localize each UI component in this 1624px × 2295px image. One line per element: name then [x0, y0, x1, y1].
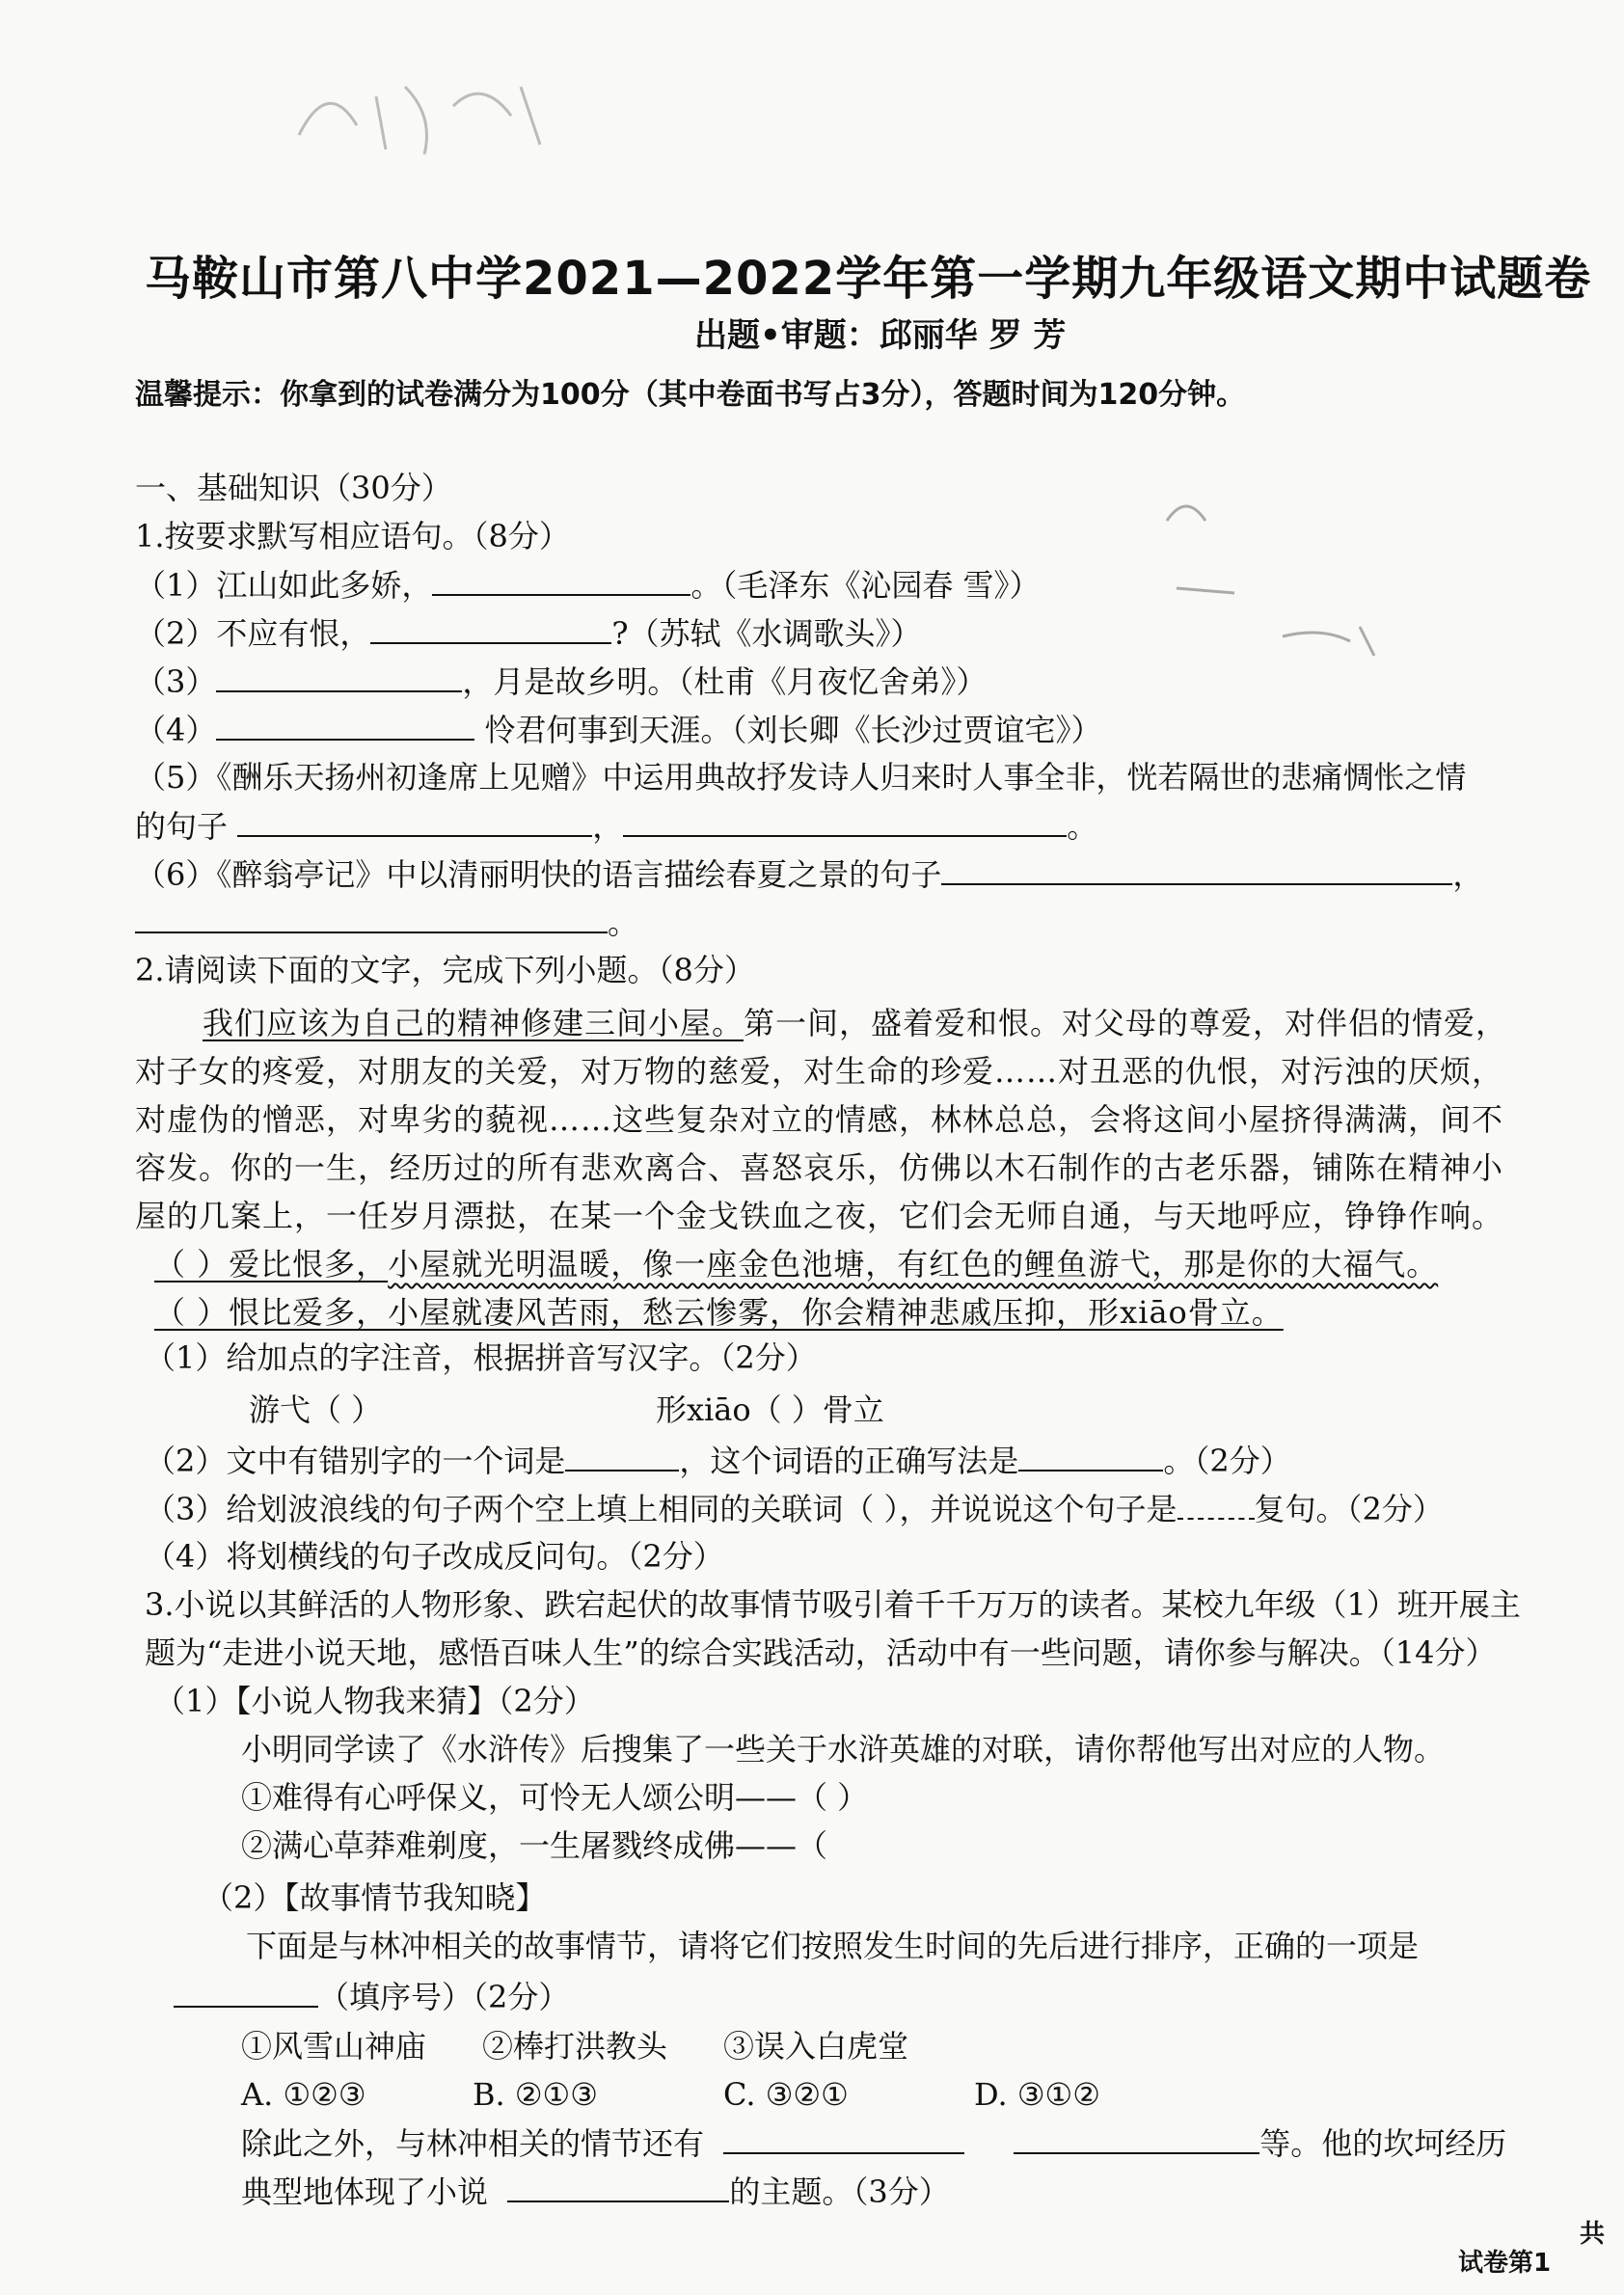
- q1-item-6-line1: [135, 854, 1483, 894]
- q1-item-3-suffix: ，月是故乡明。（杜甫《月夜忆舍弟》）: [462, 663, 988, 700]
- q3-extra-end: 的主题。（3分）: [729, 2174, 950, 2210]
- q1-item-1-suffix: 。（毛泽东《沁园春 雪》）: [690, 567, 1041, 604]
- q3-option-c[interactable]: C. ③②①: [723, 2076, 849, 2113]
- q1-item-6-blank-1[interactable]: [941, 854, 1452, 885]
- q3-extra-blank-2[interactable]: [1014, 2123, 1259, 2154]
- q1-stem: 1.按要求默写相应语句。（8分）: [135, 518, 570, 554]
- q3-event-3: ③误入白虎堂: [723, 2028, 909, 2065]
- q3-extra-theme-prefix: 典型地体现了小说: [241, 2174, 489, 2210]
- q1-item-2-blank[interactable]: [370, 613, 611, 644]
- q3-extra-line-2: [241, 2172, 950, 2211]
- q3-couplet-1[interactable]: ①难得有心呼保义，可怜无人颂公明——（ ）: [241, 1779, 869, 1816]
- q2-passage-line-6-start: （ ）爱比恨多，: [154, 1246, 389, 1282]
- page-number: 试卷第1: [1458, 2249, 1552, 2278]
- q1-item-6-prefix: （6）《醉翁亭记》中以清丽明快的语言描绘春夏之景的句子: [135, 856, 942, 893]
- q1-item-1-blank[interactable]: [432, 565, 690, 596]
- q2-sub-3-end: 复句。（2分）: [1254, 1491, 1444, 1527]
- q2-sub-1-a[interactable]: 游弋（ ）: [249, 1391, 383, 1428]
- q2-sub-1-b[interactable]: 形xiāo（ ）骨立: [656, 1391, 884, 1428]
- q1-item-2: [135, 613, 922, 653]
- q1-item-4-blank[interactable]: [216, 710, 474, 741]
- q2-sub-3: [145, 1489, 1444, 1528]
- q2-passage-line-7: [154, 1288, 1284, 1333]
- q1-item-3-blank[interactable]: [216, 662, 462, 692]
- q3-sub-1-intro: 小明同学读了《水浒传》后搜集了一些关于水浒英雄的对联，请你帮他写出对应的人物。: [241, 1731, 1446, 1768]
- q3-option-b[interactable]: B. ②①③: [473, 2076, 598, 2113]
- q2-passage-wavy-2: （ ）恨比爱多，小屋就凄风苦雨，愁云惨雾，你会精神悲戚压抑，形xiāo骨立。: [154, 1294, 1284, 1331]
- q1-item-1: [135, 565, 1041, 605]
- q3-extra-mid: 等。他的坎坷经历: [1259, 2125, 1507, 2162]
- q2-sub-2-blank-2[interactable]: [1018, 1441, 1163, 1472]
- q3-extra-prefix: 除此之外，与林冲相关的情节还有: [241, 2125, 705, 2162]
- margin-scribble-svg: [1157, 482, 1389, 675]
- q1-item-2-prefix: （2）不应有恨，: [135, 615, 371, 652]
- page-total-label: 共: [1580, 2220, 1606, 2249]
- q3-couplet-2[interactable]: ②满心草莽难剃度，一生屠戮终成佛——（: [241, 1827, 828, 1864]
- q1-item-5-prefix: 的句子: [135, 808, 229, 845]
- q1-item-5-line2: [135, 806, 1097, 846]
- exam-title: 马鞍山市第八中学2021—2022学年第一学期九年级语文期中试题卷: [145, 252, 1592, 306]
- q3-sub-2-fill-note: （填序号）（2分）: [318, 1979, 570, 2015]
- q1-item-3: [135, 662, 987, 701]
- q3-sub-1: （1）【小说人物我来猜】（2分）: [154, 1683, 595, 1719]
- q3-extra-blank-1[interactable]: [723, 2123, 964, 2154]
- q3-sub-2-fill: [174, 1977, 569, 2016]
- q1-item-6-comma: ，: [1452, 856, 1484, 893]
- q2-stem: 2.请阅读下面的文字，完成下列小题。（8分）: [135, 952, 755, 988]
- margin-scribble: [1157, 482, 1389, 675]
- q1-item-2-suffix: ?（苏轼《水调歌头》）: [611, 615, 922, 652]
- q1-item-5-end: 。: [1067, 808, 1098, 845]
- exam-byline: 出题•审题：邱丽华 罗 芳: [694, 316, 1067, 355]
- q2-sub-2-prefix: （2）文中有错别字的一个词是: [145, 1443, 566, 1479]
- q1-item-4-prefix: （4）: [135, 712, 217, 748]
- q2-sub-3-blank[interactable]: [1177, 1489, 1255, 1520]
- q3-sub-2-order-blank[interactable]: [174, 1977, 318, 2008]
- q3-event-1: ①风雪山神庙: [241, 2028, 427, 2065]
- q2-sub-2-blank-1[interactable]: [565, 1441, 679, 1472]
- q2-passage-wavy-1: 小屋就光明温暖，像一座金色池塘，有红色的鲤鱼游弋，那是你的大福气。: [388, 1246, 1439, 1282]
- q3-stem-1: 3.小说以其鲜活的人物形象、跌宕起伏的故事情节吸引着千千万万的读者。某校九年级（1）班开展主: [145, 1586, 1521, 1623]
- q2-passage-line-3: 对虚伪的憎恶，对卑劣的藐视……这些复杂对立的情感，林林总总，会将这间小屋挤得满满，间不: [135, 1101, 1504, 1138]
- q1-item-5-comma: ，: [592, 808, 624, 845]
- q2-sub-2: [145, 1441, 1291, 1480]
- q2-sub-4: （4）将划横线的句子改成反问句。（2分）: [145, 1538, 724, 1575]
- q2-sub-2-end: 。（2分）: [1163, 1443, 1291, 1479]
- q3-extra-line-1: [241, 2123, 1506, 2163]
- q2-passage-line-6: [154, 1240, 1438, 1284]
- q2-passage-line-1: [203, 999, 1507, 1043]
- q1-item-6-line2: [135, 903, 638, 942]
- section-heading: 一、基础知识（30分）: [135, 470, 452, 506]
- q2-passage-line-1-rest: 第一间，盛着爱和恨。对父母的尊爱，对伴侣的情爱，: [744, 1005, 1508, 1041]
- q2-sub-2-mid: ，这个词语的正确写法是: [679, 1443, 1019, 1479]
- q2-passage-line-5: 屋的几案上，一任岁月漂挞，在某一个金戈铁血之夜，它们会无师自通，与天地呼应，铮铮作响。: [135, 1198, 1504, 1234]
- q1-item-5-line1: （5）《酬乐天扬州初逢席上见赠》中运用典故抒发诗人归来时人事全非，恍若隔世的悲痛惆怅之情: [135, 759, 1467, 796]
- q2-sub-1: （1）给加点的字注音，根据拼音写汉字。（2分）: [145, 1339, 817, 1376]
- q1-item-6-end: 。: [608, 904, 639, 941]
- top-scribble: [289, 58, 559, 164]
- q3-option-a[interactable]: A. ①②③: [241, 2076, 366, 2113]
- q1-item-3-prefix: （3）: [135, 663, 217, 700]
- q3-extra-blank-3[interactable]: [507, 2172, 729, 2202]
- q3-sub-2-intro: 下面是与林冲相关的故事情节，请将它们按照发生时间的先后进行排序，正确的一项是: [246, 1928, 1420, 1964]
- q2-sub-3-prefix: （3）给划波浪线的句子两个空上填上相同的关联词（ ），并说说这个句子是: [145, 1491, 1177, 1527]
- q3-sub-2: （2）【故事情节我知晓】: [203, 1879, 547, 1916]
- q1-item-4: [135, 710, 1102, 749]
- q1-item-1-prefix: （1）江山如此多娇，: [135, 567, 433, 604]
- q2-passage-line-4: 容发。你的一生，经历过的所有悲欢离合、喜怒哀乐，仿佛以木石制作的古老乐器，铺陈在精神小: [135, 1149, 1504, 1186]
- q1-item-6-blank-2[interactable]: [135, 903, 608, 933]
- q3-option-d[interactable]: D. ③①②: [974, 2076, 1100, 2113]
- q1-item-5-blank-2[interactable]: [623, 806, 1067, 837]
- q2-passage-underlined-start: 我们应该为自己的精神修建三间小屋。: [203, 1005, 744, 1041]
- exam-tip: 温馨提示：你拿到的试卷满分为100分（其中卷面书写占3分），答题时间为120分钟。: [135, 378, 1246, 412]
- q3-stem-2: 题为“走进小说天地，感悟百味人生”的综合实践活动，活动中有一些问题，请你参与解决。（14分）: [145, 1634, 1497, 1671]
- q3-event-2: ②棒打洪教头: [482, 2028, 668, 2065]
- q1-item-4-suffix: 怜君何事到天涯。（刘长卿《长沙过贾谊宅》）: [484, 712, 1102, 748]
- q1-item-5-blank-1[interactable]: [237, 806, 592, 837]
- top-scribble-svg: [289, 58, 559, 164]
- q2-passage-line-2: 对子女的疼爱，对朋友的关爱，对万物的慈爱，对生命的珍爱……对丑恶的仇恨，对污浊的厌烦，: [135, 1053, 1504, 1090]
